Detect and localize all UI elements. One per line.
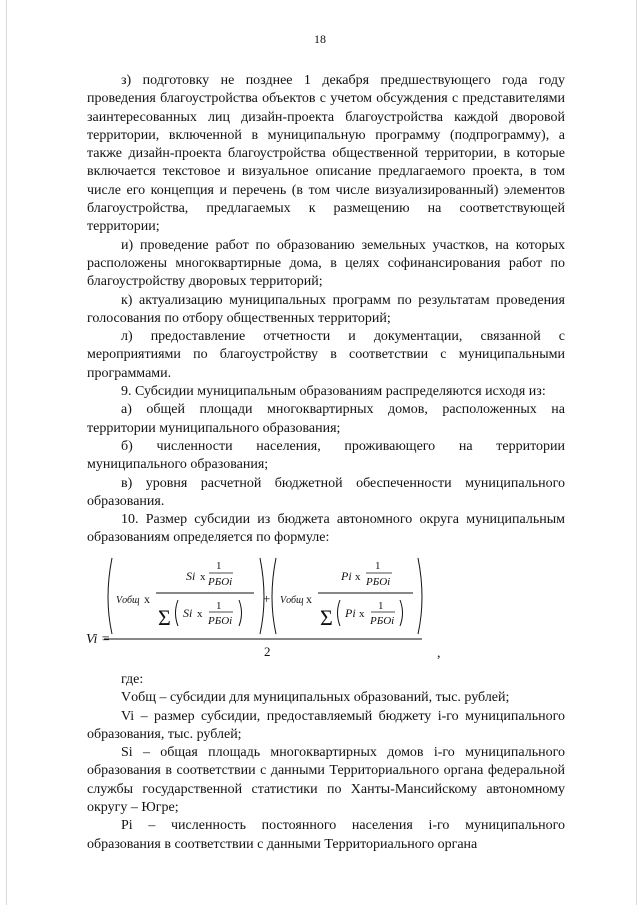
page-right-edge	[636, 0, 637, 905]
times-2: x	[200, 571, 206, 583]
one-2: 1	[216, 600, 222, 612]
rbo-1: РБОi	[208, 576, 233, 588]
right-paren-close	[418, 558, 422, 634]
p-num: Pi	[341, 569, 352, 583]
paren-p-close	[400, 600, 403, 626]
paren-s-close	[239, 600, 242, 626]
page-number: 18	[314, 32, 326, 46]
document-body-top	[87, 72, 565, 548]
definition-si: Si – общая площадь многоквартирных домов i-го муниципального образования в соответствии с данными Территориального органа федеральной службы государственной статистики по Ханты-Мансийскому автономному округу – Югре;	[87, 745, 565, 816]
paragraph-9a: а) общей площади многоквартирных домов, расположенных на территории муниципального образования;	[87, 402, 565, 436]
rbo-2: РБОi	[208, 615, 233, 627]
one-4: 1	[378, 600, 384, 612]
times-6: x	[359, 608, 365, 620]
paren-p-open	[338, 600, 341, 626]
paragraph-where: где:	[121, 672, 144, 687]
subsidy-formula	[86, 554, 526, 660]
rbo-4: РБОi	[370, 615, 395, 627]
one-3: 1	[375, 560, 381, 572]
paragraph-l: л) предоставление отчетности и документации, связанной с мероприятиями по благоустройству в соответствии с муниципальными программами.	[87, 329, 565, 381]
rbo-3: РБОi	[366, 576, 391, 588]
paragraph-10: 10. Размер субсидии из бюджета автономного округа муниципальным образованиям определяется по формуле:	[87, 512, 565, 546]
paragraph-9: 9. Субсидии муниципальным образованиям распределяются исходя из:	[121, 384, 546, 400]
times-4: x	[306, 592, 312, 606]
paragraph-i: и) проведение работ по образованию земельных участков, на которых расположены многоквартирные дома, в целях софинансирования работ по благоустройству дворовых территорий;	[87, 237, 565, 290]
paren-s-open	[176, 600, 179, 626]
lhs-vi: Vi =	[86, 632, 111, 647]
right-paren-open	[272, 558, 276, 634]
v-total-2: Vобщ	[280, 595, 304, 606]
definition-vi: Vi – размер субсидии, предоставляемый бюджету i-го муниципального образования, тыс. рублей;	[87, 708, 565, 742]
definition-pi: Pi – численность постоянного населения i-го муниципального образования в соответствии с данными Территориального органа	[87, 818, 565, 852]
s-den: Si	[183, 606, 193, 620]
document-body-bottom	[87, 671, 565, 854]
p-den: Pi	[345, 606, 356, 620]
paragraph-9v: в) уровня расчетной бюджетной обеспеченности муниципального образования.	[87, 475, 565, 509]
paragraph-k: к) актуализацию муниципальных программ по результатам проведения голосования по отбору общественных территорий;	[87, 292, 565, 326]
definition-v-total: Vобщ – субсидии для муниципальных образований, тыс. рублей;	[121, 690, 510, 706]
s-num: Si	[186, 569, 196, 583]
v-total-1: Vобщ	[116, 595, 140, 606]
times-5: x	[355, 571, 361, 583]
times-1: x	[144, 592, 150, 606]
sigma-1: Σ	[158, 605, 171, 630]
page-left-edge	[6, 0, 7, 905]
times-3: x	[197, 608, 203, 620]
formula-trailing-comma: ,	[437, 646, 441, 661]
divisor-two: 2	[264, 644, 271, 659]
paragraph-z: з) подготовку не позднее 1 декабря предшествующего года году проведения благоустройства объектов с учетом обсуждения с представителями заинтересованных лиц дизайн-проекта благоустройства каждой дворовой территории, включенной в муниципальную программу (подпрограмму), а также дизайн-проекта благоустройства общественной территории, в которые включается текстовое и визуальное описание предлагаемого проекта, в том числе его концепция и перечень (в том числе визуализированный) элементов благоустройства, предлагаемых к размещению на соответствующей территории;	[87, 73, 565, 235]
sigma-2: Σ	[320, 605, 333, 630]
one-1: 1	[216, 560, 222, 572]
plus-sign: +	[263, 591, 271, 606]
formula-svg	[86, 554, 526, 660]
left-paren-open	[108, 558, 112, 634]
paragraph-9b: б) численности населения, проживающего на территории муниципального образования;	[87, 438, 565, 473]
